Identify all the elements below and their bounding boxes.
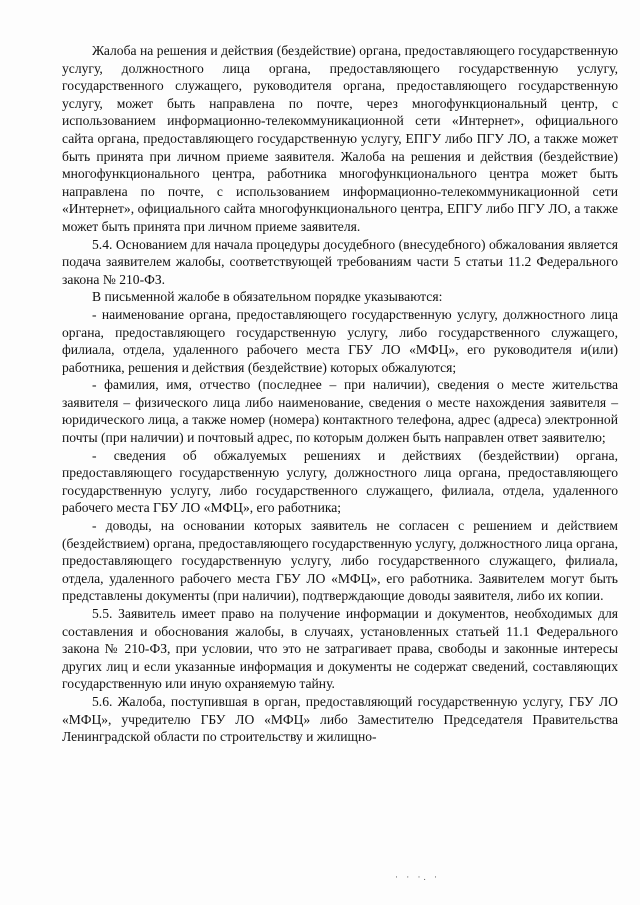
list-item-applicant-details: - фамилия, имя, отчество (последнее – при наличии), сведения о месте жительства заявителя – физического лица либо наименование, сведения о месте нахождения заявителя – юридического лица, а также номер (номера) контактного телефона, адрес (адреса) электронной почты (при наличии) и почтовый адрес, по которым должен быть направлен ответ заявителю; xyxy=(62,377,618,446)
document-body xyxy=(62,42,618,746)
paragraph-5-5: 5.5. Заявитель имеет право на получение информации и документов, необходимых для составления и обоснования жалобы, в случаях, установленных статьей 11.1 Федерального закона № 210-ФЗ, при условии, что это не затрагивает права, свободы и законные интересы других лиц и если указанные информация и документы не содержат сведений, составляющих государственную или иную охраняемую тайну. xyxy=(62,606,618,692)
paragraph-5-6: 5.6. Жалоба, поступившая в орган, предоставляющий государственную услугу, ГБУ ЛО «МФЦ», учредителю ГБУ ЛО «МФЦ» либо Заместителю Председателя Правительства Ленинградской области по строительству и жилищно- xyxy=(62,693,618,745)
list-item-organ-name: - наименование органа, предоставляющего государственную услугу, должностного лица органа, предоставляющего государственную услугу, либо государственного служащего, филиала, отдела, удаленного рабочего места ГБУ ЛО «МФЦ», его руководителя и(или) работника, решения и действия (бездействие) которых обжалуются; xyxy=(62,306,618,375)
list-item-arguments: - доводы, на основании которых заявитель не согласен с решением и действием (бездействием) органа, предоставляющего государственную услугу, должностного лица органа, предоставляющего государственную услугу, либо государственного служащего, филиала, отдела, удаленного рабочего места ГБУ ЛО «МФЦ», его работника. Заявителем могут быть представлены документы (при наличии), подтверждающие доводы заявителя, либо их копии. xyxy=(62,518,618,604)
paragraph-complaint-channels: Жалоба на решения и действия (бездействие) органа, предоставляющего государственную услугу, должностного лица органа, предоставляющего государственную услугу, государственного служащего, руководителя органа, предоставляющего государственную услугу, может быть направлена по почте, через многофункциональный центр, с использованием информационно-телекоммуникационной сети «Интернет», официального сайта органа, предоставляющего государственную услугу, ЕПГУ либо ПГУ ЛО, а также может быть принята при личном приеме заявителя. Жалоба на решения и действия (бездействие) многофункционального центра, работника многофункционального центра может быть направлена по почте, с использованием информационно-телекоммуникационной сети «Интернет», официального сайта многофункционального центра, ЕПГУ либо ПГУ ЛО, а также может быть принята при личном приеме заявителя. xyxy=(62,43,618,234)
paragraph-5-4: 5.4. Основанием для начала процедуры досудебного (внесудебного) обжалования является подача заявителем жалобы, соответствующей требованиям части 5 статьи 11.2 Федерального закона № 210-ФЗ. xyxy=(62,236,618,287)
scan-noise: · · ·. · xyxy=(395,872,440,882)
paragraph-written-complaint-intro: В письменной жалобе в обязательном порядке указываются: xyxy=(92,289,443,305)
list-item-appealed-decisions: - сведения об обжалуемых решениях и действиях (бездействии) органа, предоставляющего государственную услугу, должностного лица органа, предоставляющего государственную услугу, либо государственного служащего, филиала, отдела, удаленного рабочего места ГБУ ЛО «МФЦ», его работника; xyxy=(62,447,618,516)
